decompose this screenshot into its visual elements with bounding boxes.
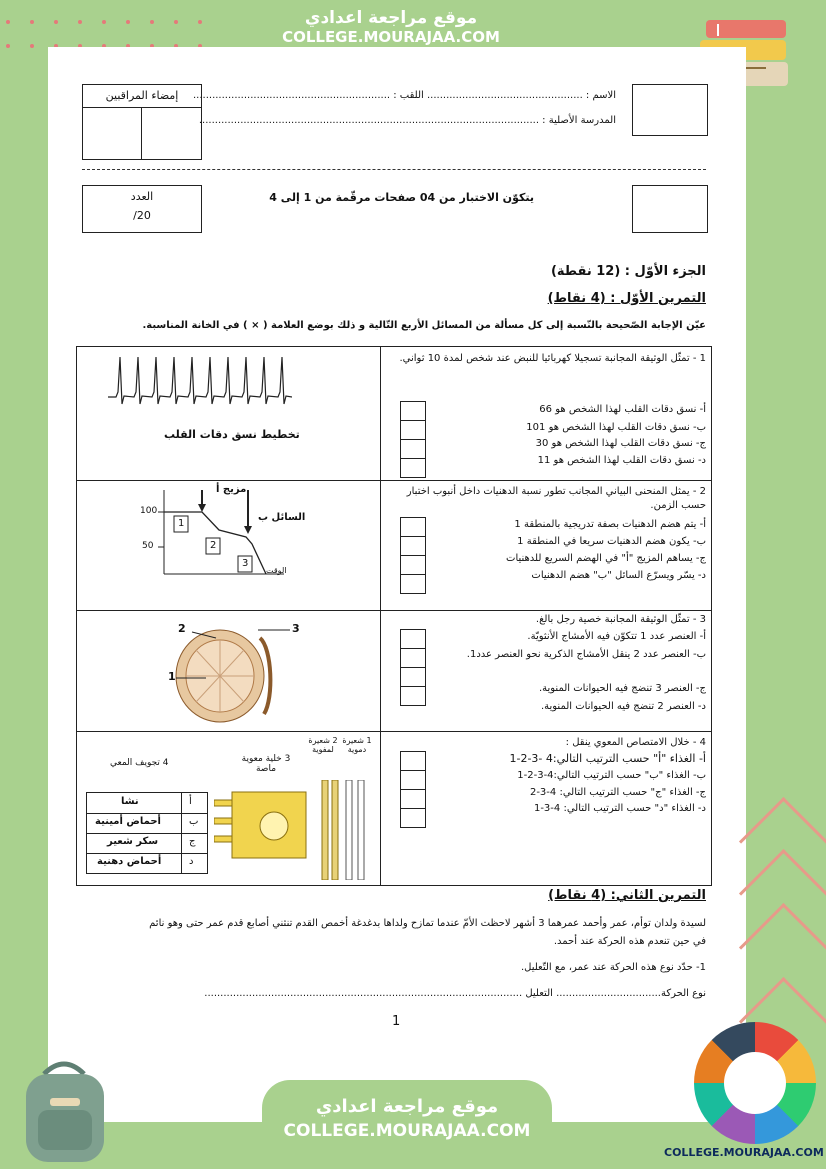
testis-figure — [172, 618, 290, 728]
food-key-d: د — [189, 856, 194, 867]
ex2-text-1: لسيدة ولدان توأم، عمر وأحمد عمرهما 3 أشهر لاحظت الأمّ عندما تمازح ولداها بدغدغة أخمص القدم تنثني أصابع قدم عمر حتى وهو نائم — [149, 918, 706, 929]
q4-box-c[interactable] — [401, 790, 425, 809]
q3-option-d: د- العنصر 2 تنضج فيه الحيوانات المنوية. — [540, 701, 706, 712]
q3-answer-boxes[interactable] — [400, 629, 426, 706]
fig2-y100: 100 — [140, 506, 158, 516]
site-url[interactable]: COLLEGE.MOURAJAA.COM — [282, 28, 500, 46]
grade-box — [82, 185, 202, 233]
ecg-trace — [108, 352, 292, 414]
bottom-site-banner[interactable] — [262, 1080, 552, 1169]
school-line[interactable]: المدرسة الأصلية : ........................................................................................................... — [198, 115, 616, 126]
intestine-figure — [214, 780, 374, 880]
ex1-instruction: عيّن الإجابة الصّحيحة بالنّسبة إلى كل مسألة من المسائل الأربع التّالية و ذلك بوضع العلامة ( × ) في الخانة المناسبة. — [142, 320, 706, 331]
fig4-blood-label: 1 شعيرة دموية — [342, 736, 372, 754]
ex1-title: التمرين الأوّل : (4 نقاط) — [547, 291, 706, 306]
q4-option-b: ب- الغذاء "ب" حسب الترتيب التالي:4-3-2-1 — [517, 770, 706, 781]
q2-box-d[interactable] — [401, 575, 425, 593]
fig2-zone3: 3 — [242, 558, 249, 569]
q2-option-a: أ- يتم هضم الدهنيات بصفة تدريجية بالمنطقة 1 — [514, 519, 706, 530]
q1-option-b: ب- نسق دقات القلب لهذا الشخص هو 101 — [526, 422, 706, 433]
ecg-caption: تخطيط نسق دقات القلب — [164, 428, 300, 441]
fig4-lymph-label: 2 شعيرة لمفوية — [308, 736, 338, 754]
q1-option-a: أ- نسق دقات القلب لهذا الشخص هو 66 — [539, 404, 706, 415]
q2-option-d: د- يسّر ويسرّع السائل "ب" هضم الدهنيات — [531, 570, 706, 581]
q1-option-c: ج- نسق دقات القلب لهذا الشخص هو 30 — [535, 438, 706, 449]
q2-box-c[interactable] — [401, 556, 425, 575]
food-key-a: أ — [189, 796, 192, 807]
ex2-text-2: في حين تنعدم هذه الحركة عند أحمد. — [553, 936, 706, 947]
q2-box-b[interactable] — [401, 537, 425, 556]
food-value-a: نشا — [121, 796, 139, 807]
student-id-box — [632, 84, 708, 136]
foods-table — [86, 792, 208, 874]
fig2-mix-a: مزيج أ — [216, 484, 247, 495]
food-key-b: ب — [189, 816, 199, 827]
site-arabic-name-bottom: موقع مراجعة اعدادي — [315, 1096, 499, 1117]
fig2-liquid-b: السائل ب — [258, 512, 306, 523]
fig2-zone1: 1 — [178, 518, 185, 529]
decorative-dots — [6, 20, 206, 50]
fig3-label-3: 3 — [292, 622, 300, 635]
ex2-question-1: 1- حدّد نوع هذه الحركة عند عمر، مع التّعليل. — [520, 962, 706, 973]
logo-url[interactable]: COLLEGE.MOURAJAA.COM — [664, 1146, 824, 1159]
q4-option-a: أ- الغذاء "أ" حسب الترتيب التالي:4 -3-2-1 — [509, 752, 706, 765]
q2-option-b: ب- يكون هضم الدهنيات سريعا في المنطقة 1 — [517, 536, 706, 547]
q4-answer-boxes[interactable] — [400, 751, 426, 828]
page-number: 1 — [392, 1014, 401, 1029]
q3-option-b: ب- العنصر عدد 2 ينقل الأمشاج الذكرية نحو العنصر عدد1. — [466, 649, 706, 660]
q3-box-a[interactable] — [401, 630, 425, 649]
site-logo[interactable] — [694, 1022, 816, 1144]
q4-option-d: د- الغذاء "د" حسب الترتيب التالي: 4-3-1 — [533, 803, 706, 814]
fig2-y50: 50 — [142, 541, 154, 551]
q1-box-a[interactable] — [401, 402, 425, 421]
backpack-icon — [14, 1054, 114, 1166]
fig3-label-2: 2 — [178, 622, 186, 635]
q1-answer-boxes[interactable] — [400, 401, 426, 478]
site-arabic-name: موقع مراجعة اعدادي — [304, 8, 478, 28]
q3-option-c: ج- العنصر 3 تنضج فيه الحيوانات المنوية. — [538, 683, 706, 694]
part1-title: الجزء الأوّل : (12 نقطة) — [550, 264, 706, 279]
ex2-answer-line[interactable]: نوع الحركة................................. التعليل .................................................................................................... — [204, 988, 706, 999]
fig2-time: الوقت — [266, 566, 287, 575]
q3-option-a: أ- العنصر عدد 1 تتكوّن فيه الأمشاج الأنثويّة. — [527, 631, 706, 642]
supervisors-signature-box — [82, 84, 202, 160]
q3-box-c[interactable] — [401, 668, 425, 687]
q1-box-b[interactable] — [401, 421, 425, 440]
food-value-c: سكر شعير — [107, 836, 159, 847]
grade-label: العدد — [130, 190, 154, 203]
supervisors-signature-label: إمضاء المراقبين — [83, 85, 201, 108]
q2-stem: 2 - يمثل المنحنى البياني المجانب تطور نسبة الدهنيات داخل أنبوب اختبار حسب الزمن. — [406, 486, 706, 511]
name-line[interactable]: الاسم : ................................................. اللقب : .............................................................. — [193, 90, 616, 101]
q2-answer-boxes[interactable] — [400, 517, 426, 594]
q1-option-d: د- نسق دقات القلب لهذا الشخص هو 11 — [537, 455, 706, 466]
q4-option-c: ج- الغذاء "ج" حسب الترتيب التالي: 4-3-2 — [529, 787, 706, 798]
q3-box-b[interactable] — [401, 649, 425, 668]
cut-line — [82, 169, 706, 170]
q4-box-a[interactable] — [401, 752, 425, 771]
q1-box-d[interactable] — [401, 459, 425, 477]
site-url-bottom[interactable]: COLLEGE.MOURAJAA.COM — [283, 1121, 531, 1141]
q2-box-a[interactable] — [401, 518, 425, 537]
food-key-c: ج — [189, 836, 196, 847]
grade-value: /20 — [133, 209, 151, 222]
fig2-zone2: 2 — [210, 540, 217, 551]
q1-stem: 1 - تمثّل الوثيقة المجانبة تسجيلا كهربائيا للنبض عند شخص لمدة 10 ثواني. — [399, 353, 706, 364]
pages-note: يتكوّن الاختبار من 04 صفحات مرقّمة من 1 إلى 4 — [269, 191, 534, 204]
q3-box-d[interactable] — [401, 687, 425, 705]
q1-box-c[interactable] — [401, 440, 425, 459]
id-box-2 — [632, 185, 708, 233]
food-value-b: أحماض أمينية — [95, 816, 161, 827]
q4-box-d[interactable] — [401, 809, 425, 827]
q2-option-c: ج- يساهم المزيج "أ" في الهضم السريع للدهنيات — [506, 553, 706, 564]
fig4-cavity-label: 4 تجويف المعي — [110, 758, 169, 768]
q3-stem: 3 - تمثّل الوثيقة المجانبة خصية رجل بالغ. — [535, 614, 706, 625]
food-value-d: أحماض دهنية — [97, 856, 162, 867]
ex2-title: التمرين الثاني: (4 نقاط) — [548, 888, 706, 903]
fig3-label-1: 1 — [168, 670, 176, 683]
q4-stem: 4 - خلال الامتصاص المعوي ينقل : — [565, 737, 706, 748]
q4-box-b[interactable] — [401, 771, 425, 790]
fig4-cell-label: 3 خلية معوية ماصة — [241, 754, 291, 774]
